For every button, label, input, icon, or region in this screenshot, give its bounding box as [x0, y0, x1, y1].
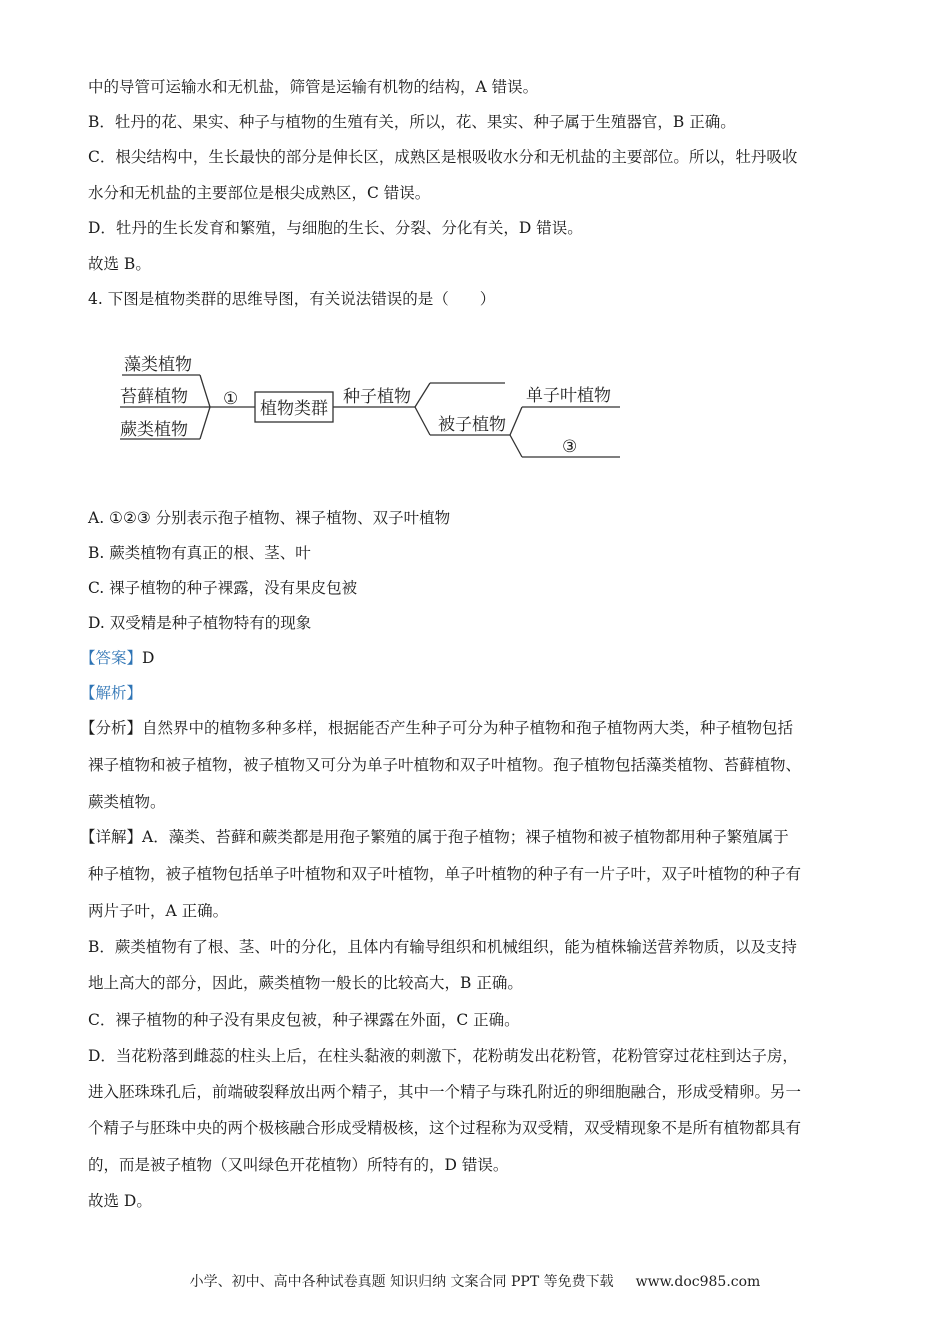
text-line: 水分和无机盐的主要部位是根尖成熟区，C 错误。 [88, 184, 431, 202]
text-line: D．牡丹的生长发育和繁殖，与细胞的生长、分裂、分化有关，D 错误。 [88, 219, 583, 237]
detail-line: 两片子叶，A 正确。 [88, 902, 229, 920]
root-label: 植物类群 [260, 399, 328, 419]
detail-line: C．裸子植物的种子没有果皮包被，种子裸露在外面，C 正确。 [88, 1011, 520, 1029]
analysis-tag: 【解析】 [80, 684, 143, 702]
detail-line [80, 827, 789, 847]
analysis-line: 蕨类植物。 [88, 793, 166, 811]
page-footer [0, 1271, 950, 1291]
marker-1: ① [223, 389, 239, 409]
option-a: A. ①②③ 分别表示孢子植物、裸子植物、双子叶植物 [88, 509, 451, 527]
text-line: C．根尖结构中，生长最快的部分是伸长区，成熟区是根吸收水分和无机盐的主要部位。所以，牡丹吸收 [88, 148, 798, 166]
text-line: B．牡丹的花、果实、种子与植物的生殖有关，所以，花、果实、种子属于生殖器官，B 正确。 [88, 113, 736, 131]
detail-line: B．蕨类植物有了根、茎、叶的分化，且体内有输导组织和机械组织，能为植株输送营养物质，以及支持 [88, 938, 797, 956]
footer-url[interactable]: www.doc985.com [635, 1274, 761, 1290]
detail-line: 地上高大的部分，因此，蕨类植物一般长的比较高大，B 正确。 [88, 974, 523, 992]
bryophyte-label: 苔藓植物 [120, 387, 188, 407]
detail-text: A．藻类、苔藓和蕨类都是用孢子繁殖的属于孢子植物；裸子植物和被子植物都用种子繁殖属于 [142, 828, 789, 846]
detail-line: 个精子与胚珠中央的两个极核融合形成受精极核，这个过程称为双受精，双受精现象不是所有植物都具有 [88, 1119, 802, 1137]
footer-text: 小学、初中、高中各种试卷真题 知识归纳 文案合同 PPT 等免费下载 [189, 1274, 614, 1290]
analysis-text: 自然界中的植物多种多样，根据能否产生种子可分为种子植物和孢子植物两大类，种子植物包括 [142, 719, 794, 737]
marker-3: ③ [562, 437, 578, 457]
plant-groups-mind-map [110, 345, 630, 470]
fern-label: 蕨类植物 [120, 420, 188, 440]
algae-label: 藻类植物 [124, 355, 192, 375]
option-d: D. 双受精是种子植物特有的现象 [88, 614, 312, 632]
answer-line [80, 648, 154, 668]
question-stem: 4. 下图是植物类群的思维导图，有关说法错误的是（ ） [88, 290, 496, 308]
text-line: 中的导管可运输水和无机盐，筛管是运输有机物的结构，A 错误。 [88, 78, 539, 96]
detail-line: 故选 D。 [88, 1192, 152, 1210]
text-line: 故选 B。 [88, 255, 151, 273]
analysis-heading [80, 683, 142, 703]
detail-line: 种子植物，被子植物包括单子叶植物和双子叶植物，单子叶植物的种子有一片子叶，双子叶植物的种子有 [88, 865, 802, 883]
angiosperm-label: 被子植物 [438, 415, 506, 435]
detail-line: 的，而是被子植物（又叫绿色开花植物）所特有的，D 错误。 [88, 1156, 509, 1174]
monocot-label: 单子叶植物 [526, 386, 611, 406]
fenxi-tag: 【分析】 [80, 719, 143, 737]
answer-value: D [142, 649, 155, 667]
analysis-line [80, 718, 793, 738]
option-c: C. 裸子植物的种子裸露，没有果皮包被 [88, 579, 358, 597]
analysis-line: 裸子植物和被子植物，被子植物又可分为单子叶植物和双子叶植物。孢子植物包括藻类植物、苔藓植物、 [88, 756, 802, 774]
xiangjie-tag: 【详解】 [80, 828, 143, 846]
option-b: B. 蕨类植物有真正的根、茎、叶 [88, 544, 311, 562]
detail-line: D．当花粉落到雌蕊的柱头上后，在柱头黏液的刺激下，花粉萌发出花粉管，花粉管穿过花柱到达子房， [88, 1047, 798, 1065]
detail-line: 进入胚珠珠孔后，前端破裂释放出两个精子，其中一个精子与珠孔附近的卵细胞融合，形成受精卵。另一 [88, 1083, 802, 1101]
answer-tag: 【答案】 [80, 649, 143, 667]
seed-plants-label: 种子植物 [343, 387, 411, 407]
